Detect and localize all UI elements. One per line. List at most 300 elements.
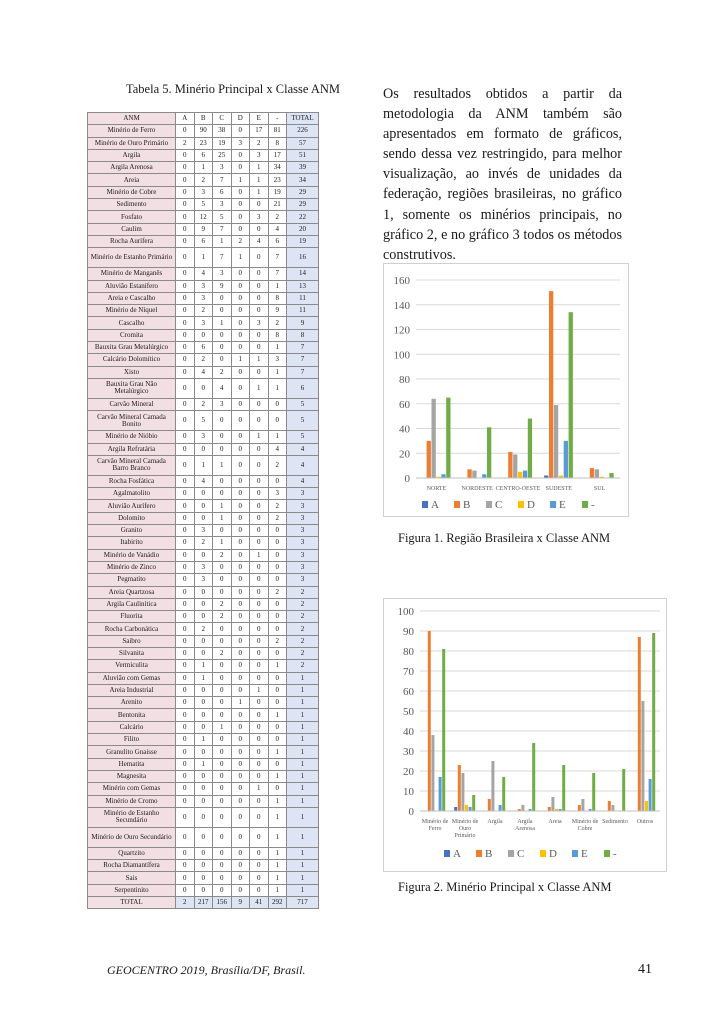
table-cell: 1 bbox=[287, 746, 319, 758]
table-cell: 0 bbox=[231, 292, 250, 304]
table-row-label: Cascalho bbox=[88, 317, 176, 329]
table-cell: 0 bbox=[250, 672, 269, 684]
table-cell: 6 bbox=[213, 186, 232, 198]
bar-C-3 bbox=[521, 805, 524, 811]
table-row bbox=[88, 329, 319, 341]
y-tick-label: 60 bbox=[399, 398, 410, 411]
category-label-line: Ouro bbox=[458, 826, 472, 832]
table-cell: 0 bbox=[176, 827, 195, 847]
bar-E-0 bbox=[441, 474, 445, 478]
table-cell: 1 bbox=[213, 500, 232, 512]
table-cell: 21 bbox=[268, 199, 287, 211]
table-cell: 0 bbox=[176, 149, 195, 161]
bar-E-2 bbox=[523, 471, 527, 478]
table-row bbox=[88, 125, 319, 137]
table-cell: 0 bbox=[231, 537, 250, 549]
table-row bbox=[88, 672, 319, 684]
y-tick-label: 50 bbox=[403, 706, 414, 718]
y-tick-label: 90 bbox=[403, 626, 414, 638]
table-cell: 0 bbox=[176, 746, 195, 758]
table-cell: 0 bbox=[268, 672, 287, 684]
table-cell: 0 bbox=[213, 443, 232, 455]
table-cell: 0 bbox=[176, 292, 195, 304]
table-cell: 0 bbox=[176, 317, 195, 329]
table-cell: 0 bbox=[194, 329, 213, 341]
table-row-label: Minério de Nióbio bbox=[88, 431, 176, 443]
table-row-label: TOTAL bbox=[88, 897, 176, 909]
table-row bbox=[88, 574, 319, 586]
table-cell: 0 bbox=[268, 537, 287, 549]
table-cell: 1 bbox=[194, 660, 213, 672]
table-cell: 3 bbox=[231, 137, 250, 149]
table-cell: 0 bbox=[176, 795, 195, 807]
legend-label: - bbox=[613, 848, 617, 860]
table-cell: 0 bbox=[250, 884, 269, 896]
category-label bbox=[572, 819, 599, 832]
category-label-line: Minério de bbox=[451, 819, 479, 825]
table-row-label: Agalmatolito bbox=[88, 488, 176, 500]
table-cell: 0 bbox=[231, 611, 250, 623]
bar---1 bbox=[472, 795, 475, 811]
table-cell: 0 bbox=[268, 734, 287, 746]
table-cell: 0 bbox=[250, 586, 269, 598]
table-cell: 1 bbox=[250, 378, 269, 398]
legend-label: D bbox=[549, 848, 557, 860]
table-cell: 17 bbox=[250, 125, 269, 137]
table-row bbox=[88, 635, 319, 647]
table-cell: 0 bbox=[194, 586, 213, 598]
y-tick-label: 100 bbox=[397, 606, 414, 618]
table-row-label: Fluorita bbox=[88, 611, 176, 623]
table-cell: 0 bbox=[250, 342, 269, 354]
table-cell: 12 bbox=[194, 211, 213, 223]
table-row-label: Magnesita bbox=[88, 770, 176, 782]
table-cell: 2 bbox=[287, 660, 319, 672]
table-cell: 0 bbox=[231, 455, 250, 475]
table-cell: 0 bbox=[250, 455, 269, 475]
table-cell: 1 bbox=[268, 709, 287, 721]
table-cell: 4 bbox=[287, 455, 319, 475]
table-cell: 0 bbox=[250, 475, 269, 487]
table-row-label: Bauxita Grau Não Metalúrgico bbox=[88, 378, 176, 398]
table-cell: 0 bbox=[250, 443, 269, 455]
table-cell: 3 bbox=[194, 574, 213, 586]
y-tick-label: 80 bbox=[403, 646, 414, 658]
body-paragraph: Os resultados obtidos a partir da metodologia da ANM também são apresentados em formato de gráficos, sendo dessa vez restringido, para melhor visualização, ao invés de unidades da federação, regiões brasileiras, no gráfico 1, somente os minérios principais, no gráfico 2, e no gráfico 3 todos os métodos construtivos. bbox=[383, 86, 622, 263]
table-cell: 0 bbox=[176, 672, 195, 684]
table-cell: 3 bbox=[213, 199, 232, 211]
category-label bbox=[637, 819, 654, 825]
table-cell: 0 bbox=[250, 329, 269, 341]
table-cell: 0 bbox=[231, 488, 250, 500]
table-row bbox=[88, 378, 319, 398]
table-row-label: Dolomito bbox=[88, 512, 176, 524]
table-cell: 0 bbox=[250, 268, 269, 280]
table-row-label: Minério de Zinco bbox=[88, 561, 176, 573]
table-cell: 1 bbox=[287, 807, 319, 827]
bar-E-1 bbox=[469, 807, 472, 811]
table-cell: 1 bbox=[213, 235, 232, 247]
table-row bbox=[88, 280, 319, 292]
table-cell: 2 bbox=[231, 235, 250, 247]
table-cell: 1 bbox=[287, 770, 319, 782]
table-caption: Tabela 5. Minério Principal x Classe ANM bbox=[125, 82, 341, 96]
table-cell: 0 bbox=[213, 697, 232, 709]
table-cell: 4 bbox=[287, 475, 319, 487]
table-cell: 0 bbox=[231, 586, 250, 598]
category-label-line: Sedimento bbox=[602, 819, 628, 825]
table-header-cell: - bbox=[268, 113, 287, 125]
table-cell: 1 bbox=[213, 537, 232, 549]
table-row bbox=[88, 443, 319, 455]
table-cell: 3 bbox=[287, 488, 319, 500]
table-cell: 0 bbox=[176, 770, 195, 782]
table-cell: 1 bbox=[287, 847, 319, 859]
table-cell: 0 bbox=[176, 475, 195, 487]
table-cell: 0 bbox=[250, 561, 269, 573]
category-label bbox=[496, 486, 541, 492]
bar-E-2 bbox=[499, 805, 502, 811]
table-cell: 51 bbox=[287, 149, 319, 161]
table-cell: 0 bbox=[213, 884, 232, 896]
table-cell: 1 bbox=[268, 280, 287, 292]
table-cell: 0 bbox=[231, 268, 250, 280]
table-cell: 0 bbox=[231, 512, 250, 524]
table-cell: 0 bbox=[176, 500, 195, 512]
table-row-label: Areia Quartzosa bbox=[88, 586, 176, 598]
table-cell: 23 bbox=[194, 137, 213, 149]
table-cell: 1 bbox=[287, 827, 319, 847]
table-cell: 0 bbox=[213, 574, 232, 586]
bar---0 bbox=[442, 649, 445, 811]
table-cell: 3 bbox=[194, 525, 213, 537]
table-cell: 0 bbox=[213, 795, 232, 807]
table-cell: 0 bbox=[231, 475, 250, 487]
table-cell: 0 bbox=[194, 488, 213, 500]
table-cell: 1 bbox=[213, 317, 232, 329]
table-row-label: Sedimento bbox=[88, 199, 176, 211]
table-row-label: Minério de Estanho Primário bbox=[88, 248, 176, 268]
table-cell: 0 bbox=[213, 525, 232, 537]
table-cell: 1 bbox=[250, 431, 269, 443]
category-label bbox=[427, 486, 447, 492]
table-cell: 19 bbox=[287, 235, 319, 247]
table-cell: 0 bbox=[176, 721, 195, 733]
table-row bbox=[88, 660, 319, 672]
table-cell: 0 bbox=[231, 561, 250, 573]
table-row-label: Arenito bbox=[88, 697, 176, 709]
table-cell: 3 bbox=[213, 268, 232, 280]
legend-swatch-B bbox=[454, 501, 460, 508]
table-cell: 0 bbox=[176, 684, 195, 696]
table-cell: 0 bbox=[176, 398, 195, 410]
table-cell: 1 bbox=[287, 672, 319, 684]
table-row-label: Carvão Mineral bbox=[88, 398, 176, 410]
legend-label: C bbox=[517, 848, 525, 860]
table-cell: 4 bbox=[287, 443, 319, 455]
bar-C-5 bbox=[581, 799, 584, 811]
table-cell: 0 bbox=[231, 378, 250, 398]
table-cell: 0 bbox=[231, 660, 250, 672]
table-cell: 2 bbox=[213, 611, 232, 623]
bar---6 bbox=[622, 769, 625, 811]
table-cell: 20 bbox=[287, 223, 319, 235]
table-cell: 0 bbox=[231, 342, 250, 354]
table-cell: 0 bbox=[194, 872, 213, 884]
y-tick-label: 20 bbox=[403, 766, 414, 778]
table-cell: 1 bbox=[268, 860, 287, 872]
table-cell: 1 bbox=[231, 248, 250, 268]
table-cell: 1 bbox=[194, 455, 213, 475]
chart-region-vs-anm-class bbox=[383, 263, 629, 517]
table-cell: 8 bbox=[268, 292, 287, 304]
table-cell: 1 bbox=[213, 455, 232, 475]
table-cell: 1 bbox=[287, 697, 319, 709]
bar-C-0 bbox=[432, 399, 436, 478]
bar-B-3 bbox=[549, 291, 553, 478]
table-row bbox=[88, 746, 319, 758]
table-cell: 0 bbox=[231, 305, 250, 317]
table-cell: 0 bbox=[250, 574, 269, 586]
table-row bbox=[88, 512, 319, 524]
table-cell: 0 bbox=[231, 647, 250, 659]
table-row-label: Carvão Mineral Camada Barro Branco bbox=[88, 455, 176, 475]
table-row-label: Argila bbox=[88, 149, 176, 161]
bar-E-0 bbox=[439, 777, 442, 811]
table-cell: 0 bbox=[176, 268, 195, 280]
table-cell: 0 bbox=[213, 684, 232, 696]
table-row bbox=[88, 537, 319, 549]
table-cell: 6 bbox=[287, 378, 319, 398]
table-cell: 0 bbox=[231, 443, 250, 455]
table-row-label: Caulim bbox=[88, 223, 176, 235]
table-cell: 0 bbox=[176, 525, 195, 537]
table-cell: 0 bbox=[250, 872, 269, 884]
table-cell: 8 bbox=[287, 329, 319, 341]
table-cell: 0 bbox=[231, 186, 250, 198]
table-cell: 0 bbox=[231, 549, 250, 561]
table-cell: 0 bbox=[213, 342, 232, 354]
table-cell: 3 bbox=[287, 574, 319, 586]
table-cell: 1 bbox=[194, 758, 213, 770]
table-cell: 14 bbox=[287, 268, 319, 280]
table-cell: 5 bbox=[194, 411, 213, 431]
bar-D-7 bbox=[645, 801, 648, 811]
table-header-cell: D bbox=[231, 113, 250, 125]
table-cell: 57 bbox=[287, 137, 319, 149]
table-cell: 4 bbox=[194, 475, 213, 487]
table-row bbox=[88, 223, 319, 235]
category-label bbox=[602, 819, 628, 825]
bar---7 bbox=[652, 633, 655, 811]
table-cell: 0 bbox=[231, 525, 250, 537]
table-cell: 9 bbox=[231, 897, 250, 909]
table-cell: 9 bbox=[194, 223, 213, 235]
bar---3 bbox=[532, 743, 535, 811]
category-label-line: Cobre bbox=[577, 826, 593, 832]
table-cell: 0 bbox=[176, 125, 195, 137]
table-cell: 2 bbox=[268, 500, 287, 512]
table-cell: 1 bbox=[268, 807, 287, 827]
table-cell: 9 bbox=[213, 280, 232, 292]
table-cell: 1 bbox=[268, 827, 287, 847]
table-cell: 0 bbox=[268, 561, 287, 573]
table-cell: 41 bbox=[250, 897, 269, 909]
anm-table bbox=[87, 112, 319, 909]
legend-label: E bbox=[581, 848, 588, 860]
table-cell: 0 bbox=[250, 525, 269, 537]
legend-swatch-C bbox=[486, 501, 492, 508]
table-cell: 34 bbox=[268, 162, 287, 174]
bar-B-7 bbox=[638, 637, 641, 811]
table-row-label: Argila Refratária bbox=[88, 443, 176, 455]
table-cell: 0 bbox=[213, 635, 232, 647]
table-cell: 4 bbox=[213, 378, 232, 398]
table-cell: 6 bbox=[194, 342, 213, 354]
category-label-line: Argila bbox=[487, 819, 503, 825]
table-row bbox=[88, 174, 319, 186]
y-tick-label: 10 bbox=[403, 786, 414, 798]
table-cell: 1 bbox=[268, 795, 287, 807]
table-row bbox=[88, 734, 319, 746]
table-row-label: Filito bbox=[88, 734, 176, 746]
y-tick-label: 40 bbox=[399, 423, 410, 436]
table-cell: 1 bbox=[268, 872, 287, 884]
table-cell: 0 bbox=[250, 598, 269, 610]
table-cell: 0 bbox=[231, 317, 250, 329]
table-cell: 3 bbox=[287, 549, 319, 561]
bar-B-4 bbox=[590, 468, 594, 478]
table-cell: 0 bbox=[268, 647, 287, 659]
legend-swatch-B bbox=[476, 850, 482, 857]
table-cell: 0 bbox=[194, 721, 213, 733]
table-cell: 0 bbox=[213, 872, 232, 884]
table-cell: 2 bbox=[287, 611, 319, 623]
table-cell: 0 bbox=[231, 758, 250, 770]
table-cell: 0 bbox=[194, 884, 213, 896]
table-cell: 90 bbox=[194, 125, 213, 137]
bar---0 bbox=[446, 398, 450, 478]
table-cell: 3 bbox=[250, 317, 269, 329]
table-cell: 4 bbox=[250, 235, 269, 247]
table-cell: 0 bbox=[213, 709, 232, 721]
table-cell: 0 bbox=[176, 366, 195, 378]
table-cell: 0 bbox=[213, 305, 232, 317]
legend-swatch-D bbox=[540, 850, 546, 857]
y-tick-label: 60 bbox=[403, 686, 414, 698]
table-cell: 0 bbox=[268, 398, 287, 410]
table-cell: 3 bbox=[287, 561, 319, 573]
table-cell: 0 bbox=[213, 827, 232, 847]
table-cell: 2 bbox=[194, 398, 213, 410]
bar-B-2 bbox=[488, 799, 491, 811]
category-label-line: Minério de bbox=[571, 819, 599, 825]
bar-C-3 bbox=[554, 405, 558, 478]
table-row bbox=[88, 268, 319, 280]
table-row-label: Aluvião com Gemas bbox=[88, 672, 176, 684]
table-cell: 0 bbox=[250, 660, 269, 672]
table-row-label: Serpentinito bbox=[88, 884, 176, 896]
table-cell: 2 bbox=[194, 305, 213, 317]
table-row-label: Itabirito bbox=[88, 537, 176, 549]
table-cell: 0 bbox=[250, 537, 269, 549]
category-label bbox=[422, 819, 449, 832]
table-row bbox=[88, 807, 319, 827]
table-cell: 8 bbox=[268, 137, 287, 149]
bar-C-7 bbox=[641, 701, 644, 811]
table-row bbox=[88, 860, 319, 872]
table-cell: 1 bbox=[287, 709, 319, 721]
category-label-line: Argila bbox=[517, 819, 533, 825]
table-cell: 0 bbox=[213, 586, 232, 598]
table-row bbox=[88, 317, 319, 329]
table-cell: 0 bbox=[268, 574, 287, 586]
legend-label: C bbox=[495, 499, 503, 511]
table-row-label: Argila Arenosa bbox=[88, 162, 176, 174]
table-cell: 0 bbox=[250, 199, 269, 211]
table-cell: 1 bbox=[287, 783, 319, 795]
table-total-row bbox=[88, 897, 319, 909]
table-row bbox=[88, 884, 319, 896]
table-cell: 2 bbox=[213, 366, 232, 378]
table-cell: 0 bbox=[176, 660, 195, 672]
table-cell: 0 bbox=[194, 635, 213, 647]
y-tick-label: 0 bbox=[404, 473, 410, 485]
table-cell: 39 bbox=[287, 162, 319, 174]
table-cell: 11 bbox=[287, 292, 319, 304]
table-row bbox=[88, 211, 319, 223]
table-cell: 1 bbox=[287, 758, 319, 770]
category-label bbox=[515, 819, 535, 832]
table-cell: 0 bbox=[231, 162, 250, 174]
table-cell: 5 bbox=[287, 398, 319, 410]
y-tick-label: 80 bbox=[399, 374, 410, 386]
table-cell: 0 bbox=[250, 647, 269, 659]
table-cell: 5 bbox=[287, 411, 319, 431]
table-cell: 1 bbox=[287, 795, 319, 807]
bar-B-5 bbox=[578, 805, 581, 811]
legend-label: B bbox=[463, 499, 471, 511]
table-row bbox=[88, 137, 319, 149]
table-row-label: Minério com Gemas bbox=[88, 783, 176, 795]
table-cell: 1 bbox=[250, 549, 269, 561]
bar-B-0 bbox=[428, 631, 431, 811]
table-cell: 0 bbox=[231, 623, 250, 635]
table-cell: 2 bbox=[287, 586, 319, 598]
category-label-line: CENTRO-OESTE bbox=[495, 486, 541, 492]
table-row-label: Minério de Estanho Secundário bbox=[88, 807, 176, 827]
table-cell: 0 bbox=[213, 475, 232, 487]
table-cell: 2 bbox=[194, 537, 213, 549]
table-cell: 0 bbox=[231, 431, 250, 443]
bar-D-1 bbox=[465, 805, 468, 811]
table-cell: 0 bbox=[231, 223, 250, 235]
category-label-line: SUDESTE bbox=[545, 486, 572, 492]
table-cell: 0 bbox=[250, 860, 269, 872]
table-row bbox=[88, 455, 319, 475]
table-cell: 25 bbox=[213, 149, 232, 161]
table-cell: 23 bbox=[268, 174, 287, 186]
table-row-label: Silvanita bbox=[88, 647, 176, 659]
table-cell: 1 bbox=[287, 734, 319, 746]
table-cell: 1 bbox=[268, 378, 287, 398]
table-cell: 0 bbox=[194, 443, 213, 455]
table-cell: 0 bbox=[213, 860, 232, 872]
table-cell: 0 bbox=[194, 549, 213, 561]
table-cell: 0 bbox=[250, 611, 269, 623]
table-cell: 0 bbox=[176, 223, 195, 235]
table-cell: 0 bbox=[176, 872, 195, 884]
